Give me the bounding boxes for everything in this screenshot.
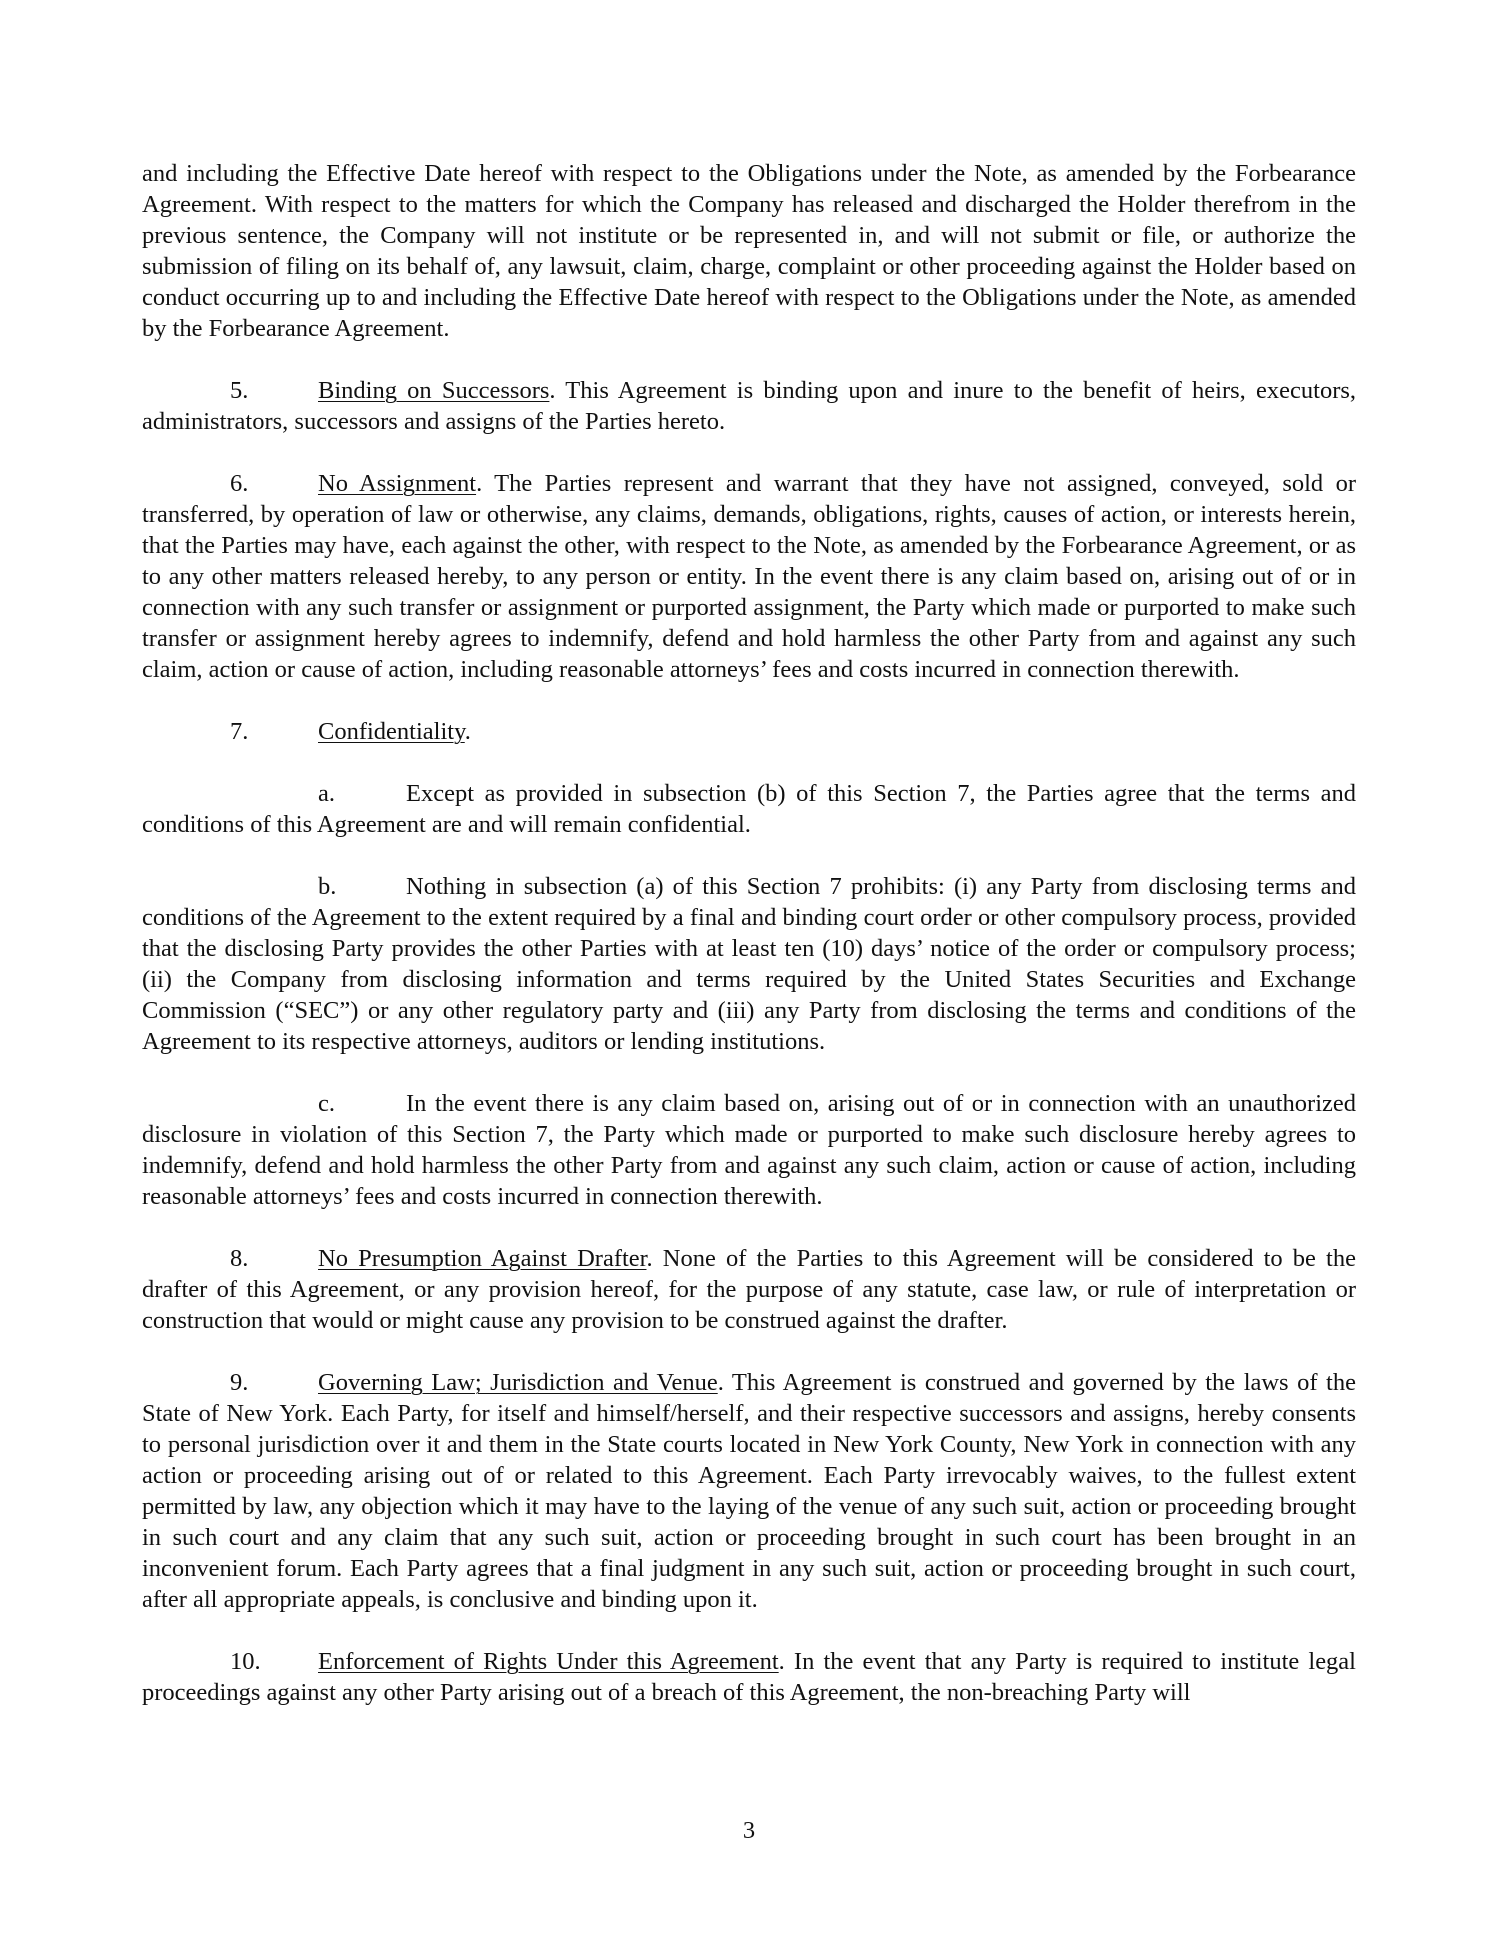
subsection-7a-text: Except as provided in subsection (b) of this Section 7, the Parties agree that the terms and conditions of this Agreement are and will remain confidential. xyxy=(142,780,1356,838)
section-6-heading: No Assignment xyxy=(318,470,477,497)
section-8 xyxy=(142,1243,1356,1336)
section-8-body: . None of the Parties to this Agreement will be considered to be the drafter of this Agreement, or any provision hereof, for the purpose of any statute, case law, or rule of interpretation or construction that would or might cause any provision to be construed against the drafter. xyxy=(142,1245,1356,1334)
section-5-number: 5. xyxy=(230,377,249,404)
intro-paragraph: and including the Effective Date hereof with respect to the Obligations under the Note, as amended by the Forbearance Agreement. With respect to the matters for which the Company has released and discharged the Holder therefrom in the previous sentence, the Company will not institute or be represented in, and will not submit or file, or authorize the submission of filing on its behalf of, any lawsuit, claim, charge, complaint or other proceeding against the Holder based on conduct occurring up to and including the Effective Date hereof with respect to the Obligations under the Note, as amended by the Forbearance Agreement. xyxy=(142,160,1356,342)
section-5-body: . This Agreement is binding upon and inure to the benefit of heirs, executors, administrators, successors and assigns of the Parties hereto. xyxy=(142,377,1357,435)
section-5-heading: Binding on Successors xyxy=(318,377,550,404)
subsection-7b-text: Nothing in subsection (a) of this Section 7 prohibits: (i) any Party from disclosing terms and conditions of the Agreement to the extent required by a final and binding court order or other compulsory process, provided that the disclosing Party provides the other Parties with at least ten (10) days’ notice of the order or compulsory process; (ii) the Company from disclosing information and terms required by the United States Securities and Exchange Commission (“SEC”) or any other regulatory party and (iii) any Party from disclosing the terms and conditions of the Agreement to its respective attorneys, auditors or lending institutions. xyxy=(142,873,1356,1055)
section-7-number: 7. xyxy=(230,718,249,745)
section-5 xyxy=(142,375,1356,437)
section-7-heading: Confidentiality xyxy=(318,718,465,745)
section-6 xyxy=(142,468,1356,685)
subsection-7c xyxy=(142,1088,1356,1212)
subsection-7a xyxy=(142,778,1356,840)
section-6-number: 6. xyxy=(230,470,249,497)
subsection-7b xyxy=(142,871,1356,1057)
section-7 xyxy=(142,716,1356,747)
page-number: 3 xyxy=(742,1817,756,1844)
section-10 xyxy=(142,1646,1356,1708)
section-9 xyxy=(142,1367,1356,1615)
subsection-7b-label: b. xyxy=(318,873,337,900)
document-page xyxy=(142,158,1356,1739)
subsection-7c-text: In the event there is any claim based on, arising out of or in connection with an unauthorized disclosure in violation of this Section 7, the Party which made or purported to make such disclosure hereby agrees to indemnify, defend and hold harmless the other Party from and against any such claim, action or cause of action, including reasonable attorneys’ fees and costs incurred in connection therewith. xyxy=(142,1090,1356,1210)
section-9-number: 9. xyxy=(230,1369,249,1396)
section-10-number: 10. xyxy=(230,1648,261,1675)
subsection-7c-label: c. xyxy=(318,1090,335,1117)
section-8-heading: No Presumption Against Drafter xyxy=(318,1245,647,1272)
section-10-body: . In the event that any Party is required to institute legal proceedings against any other Party arising out of a breach of this Agreement, the non-breaching Party will xyxy=(142,1648,1356,1706)
section-8-number: 8. xyxy=(230,1245,249,1272)
section-9-heading: Governing Law; Jurisdiction and Venue xyxy=(318,1369,718,1396)
section-9-body: . This Agreement is construed and governed by the laws of the State of New York. Each Party, for itself and himself/herself, and their respective successors and assigns, hereby consents to personal jurisdiction over it and them in the State courts located in New York County, New York in connection with any action or proceeding arising out of or related to this Agreement. Each Party irrevocably waives, to the fullest extent permitted by law, any objection which it may have to the laying of the venue of any such suit, action or proceeding brought in such court and any claim that any such suit, action or proceeding brought in such court has been brought in an inconvenient forum. Each Party agrees that a final judgment in any such suit, action or proceeding brought in such court, after all appropriate appeals, is conclusive and binding upon it. xyxy=(142,1369,1356,1613)
section-7-body: . xyxy=(464,718,471,745)
section-10-heading: Enforcement of Rights Under this Agreement xyxy=(318,1648,779,1675)
section-6-body: . The Parties represent and warrant that they have not assigned, conveyed, sold or transferred, by operation of law or otherwise, any claims, demands, obligations, rights, causes of action, or interests herein, that the Parties may have, each against the other, with respect to the Note, as amended by the Forbearance Agreement, or as to any other matters released hereby, to any person or entity. In the event there is any claim based on, arising out of or in connection with any such transfer or assignment or purported assignment, the Party which made or purported to make such transfer or assignment hereby agrees to indemnify, defend and hold harmless the other Party from and against any such claim, action or cause of action, including reasonable attorneys’ fees and costs incurred in connection therewith. xyxy=(142,470,1356,683)
subsection-7a-label: a. xyxy=(318,780,335,807)
